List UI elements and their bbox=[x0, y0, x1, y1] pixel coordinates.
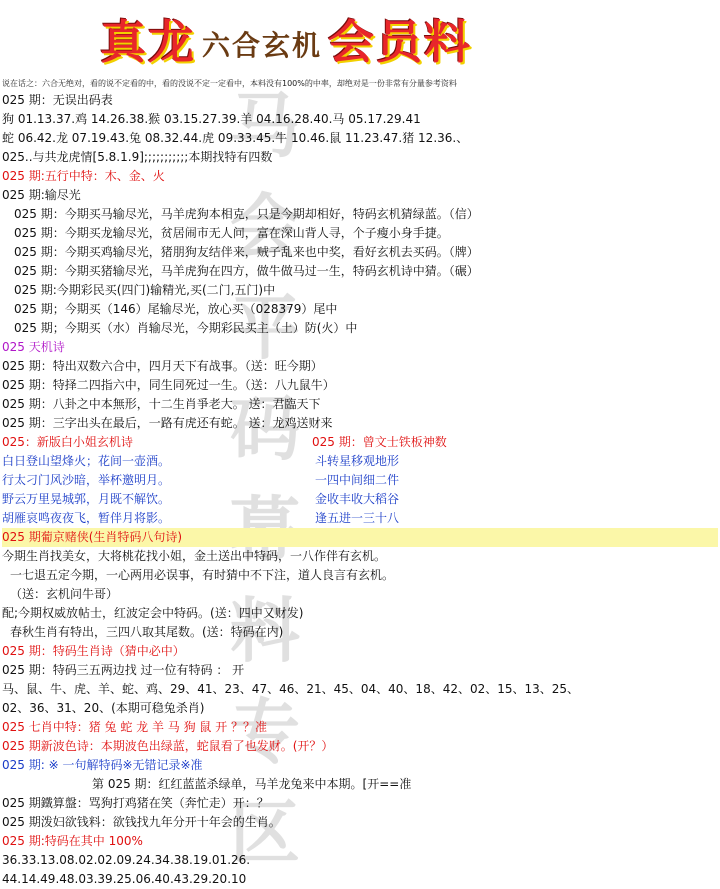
text-line: 025..与共龙虎情[5.8.1.9];;;;;;;;;;;本期找特有四数 bbox=[2, 150, 273, 164]
poem-row bbox=[2, 509, 718, 528]
text-line: 马、鼠、牛、虎、羊、蛇、鸡、29、41、23、47、46、21、45、04、40、18、42、02、15、13、25、 bbox=[2, 682, 580, 696]
poem-right-line: 斗转星移观地形 bbox=[315, 454, 400, 468]
watermark-char: 马 bbox=[230, 84, 300, 167]
text-line: 春秋生肖有特出，三四八取其尾数。(送：特码在内) bbox=[10, 625, 284, 639]
poem-left-title: 025：新版白小姐玄机诗 bbox=[2, 435, 133, 449]
text-line: 今期生肖找美女，大将桃花找小姐，金土送出中特码，一八作伴有玄机。 bbox=[2, 549, 387, 563]
text-block-2 bbox=[2, 528, 718, 889]
poem-right-line: 逢五进一三十八 bbox=[315, 511, 400, 525]
poem-row bbox=[2, 452, 718, 471]
text-line: 第 025 期：红红蓝蓝杀绿单，马羊龙兔来中本期。[开==准 bbox=[92, 777, 412, 791]
text-line: 025 期：今期买猪输尽光，马羊虎狗在四方，做牛做马过一生，特码玄机诗中猜。（碾） bbox=[14, 264, 479, 278]
text-line: 44.14.49.48.03.39.25.06.40.43.29.20.10 bbox=[2, 872, 247, 886]
text-line: 025 期：八卦之中本無形，十二生肖爭老大。 送：君臨天下 bbox=[2, 397, 321, 411]
watermark-char: 会 bbox=[230, 185, 300, 268]
text-line: 025 期；今期买（水）肖输尽光，今期彩民买主（土）防(火）中 bbox=[14, 321, 358, 335]
text-line: 025 期：无误出码表 bbox=[2, 93, 113, 107]
text-line: 025 期：特码三五两边找 过一位有特码 ： 开 bbox=[2, 663, 245, 677]
watermark-char: 料 bbox=[230, 589, 300, 672]
text-block-1 bbox=[2, 91, 718, 433]
text-line: 025 期：今期买龙输尽光，贫居闹市无人问，富在深山背人寻，个子瘦小身手捷。 bbox=[14, 226, 449, 240]
text-line: 025 期鐵算盤：骂狗打鸡猪在笑（奔忙走）开：？ bbox=[2, 796, 269, 810]
page-header bbox=[100, 8, 520, 70]
text-line: 025 期：三字出头在最后，一路有虎还有蛇。 送：龙鸡送财来 bbox=[2, 416, 333, 430]
text-line: 02、36、31、20、(本期可稳兔杀肖) bbox=[2, 701, 205, 715]
watermark-char: 码 bbox=[230, 387, 300, 470]
text-line: （送：玄机问牛哥） bbox=[10, 587, 119, 601]
watermark-char: 专 bbox=[230, 690, 300, 773]
text-line: 025 期:今期彩民买(四门)输精光,买(二门,五门)中 bbox=[14, 283, 276, 297]
poem-right-line: 金收丰收大稻谷 bbox=[315, 492, 400, 506]
text-line: 025 期:特码在其中 100% bbox=[2, 834, 143, 848]
text-line: 蛇 06.42.龙 07.19.43.兔 08.32.44.虎 09.33.45.牛 10.46.鼠 11.23.47.猪 12.36.、 bbox=[2, 131, 469, 145]
title-zhenlong: 真龙 bbox=[100, 15, 196, 69]
disclaimer-text: 说在话之：六合无绝对，看的说不定看的中，看的没说不定一定看中，本料没有100%的中率，却绝对是一份非常有分量参考资料 bbox=[2, 79, 457, 88]
poem-title-row bbox=[2, 433, 718, 452]
text-line: 025 天机诗 bbox=[2, 340, 65, 354]
poem-block bbox=[2, 452, 718, 528]
content-area bbox=[2, 77, 718, 889]
text-line: 狗 01.13.37.鸡 14.26.38.猴 03.15.27.39.羊 04.16.28.40.马 05.17.29.41 bbox=[2, 112, 421, 126]
text-line: 配;今期权威放帖士，红波定会中特码。(送：四中又财发) bbox=[2, 606, 304, 620]
text-line: 025 期葡京赌侠(生肖特码八句诗) bbox=[2, 528, 718, 547]
text-line: 36.33.13.08.02.02.09.24.34.38.19.01.26. bbox=[2, 853, 251, 867]
poem-right-line: 一四中间细二件 bbox=[315, 473, 400, 487]
text-line: 025 期：特码生肖诗（猜中必中） bbox=[2, 644, 185, 658]
poem-left-line: 野云万里晃城郭，月既不解饮。 bbox=[2, 492, 171, 506]
poem-left-line: 胡雁哀鸣夜夜飞，暂伴月将影。 bbox=[2, 511, 171, 525]
text-line: 025 期:输尽光 bbox=[2, 188, 81, 202]
poem-row bbox=[2, 471, 718, 490]
text-line: 025 七肖中特：猪 兔 蛇 龙 羊 马 狗 鼠 开 ？？准 bbox=[2, 720, 268, 734]
text-line: 025 期新波色诗：本期波色出绿蓝，蛇鼠看了也发财。(开？） bbox=[2, 739, 334, 753]
text-line: 025 期:五行中特：木、金、火 bbox=[2, 169, 165, 183]
poem-left-line: 行太刁门风沙暗，举杯邀明月。 bbox=[2, 473, 171, 487]
poem-right-title: 025 期：曾文士铁板神数 bbox=[312, 435, 447, 449]
text-line: 025 期: ※ 一句解特码※无错记录※准 bbox=[2, 758, 203, 772]
poem-left-line: 白日登山望烽火；花间一壶酒。 bbox=[2, 454, 171, 468]
text-line: 025 期；今期买（146）尾输尽光，放心买（028379）尾中 bbox=[14, 302, 338, 316]
text-line: 025 期：特择二四指六中，同生同死过一生。（送：八九鼠牛） bbox=[2, 378, 335, 392]
text-line: 一七退五定今期，一心两用必误事，有时猜中不下注，道人良言有玄机。 bbox=[10, 568, 395, 582]
watermark-char: 区 bbox=[230, 791, 300, 874]
text-line: 025 期泼妇欲钱料：欲钱找九年分开十年会的生肖。 bbox=[2, 815, 281, 829]
title-huiyuanliao: 会员料 bbox=[328, 15, 473, 69]
text-line: 025 期：今期买鸡输尽光，猪朋狗友结伴来，贼子乱来也中奖，看好玄机去买码。（牌） bbox=[14, 245, 479, 259]
text-line: 025 期：今期买马输尽光，马羊虎狗本相克，只是今期却相好，特码玄机猜绿蓝。（信） bbox=[14, 207, 479, 221]
text-line: 025 期：特出双数六合中，四月天下有战事。（送：旺今期） bbox=[2, 359, 323, 373]
watermark-char: 平 bbox=[230, 286, 300, 369]
poem-row bbox=[2, 490, 718, 509]
title-liuhe-xuanji: 六合玄机 bbox=[202, 29, 323, 62]
